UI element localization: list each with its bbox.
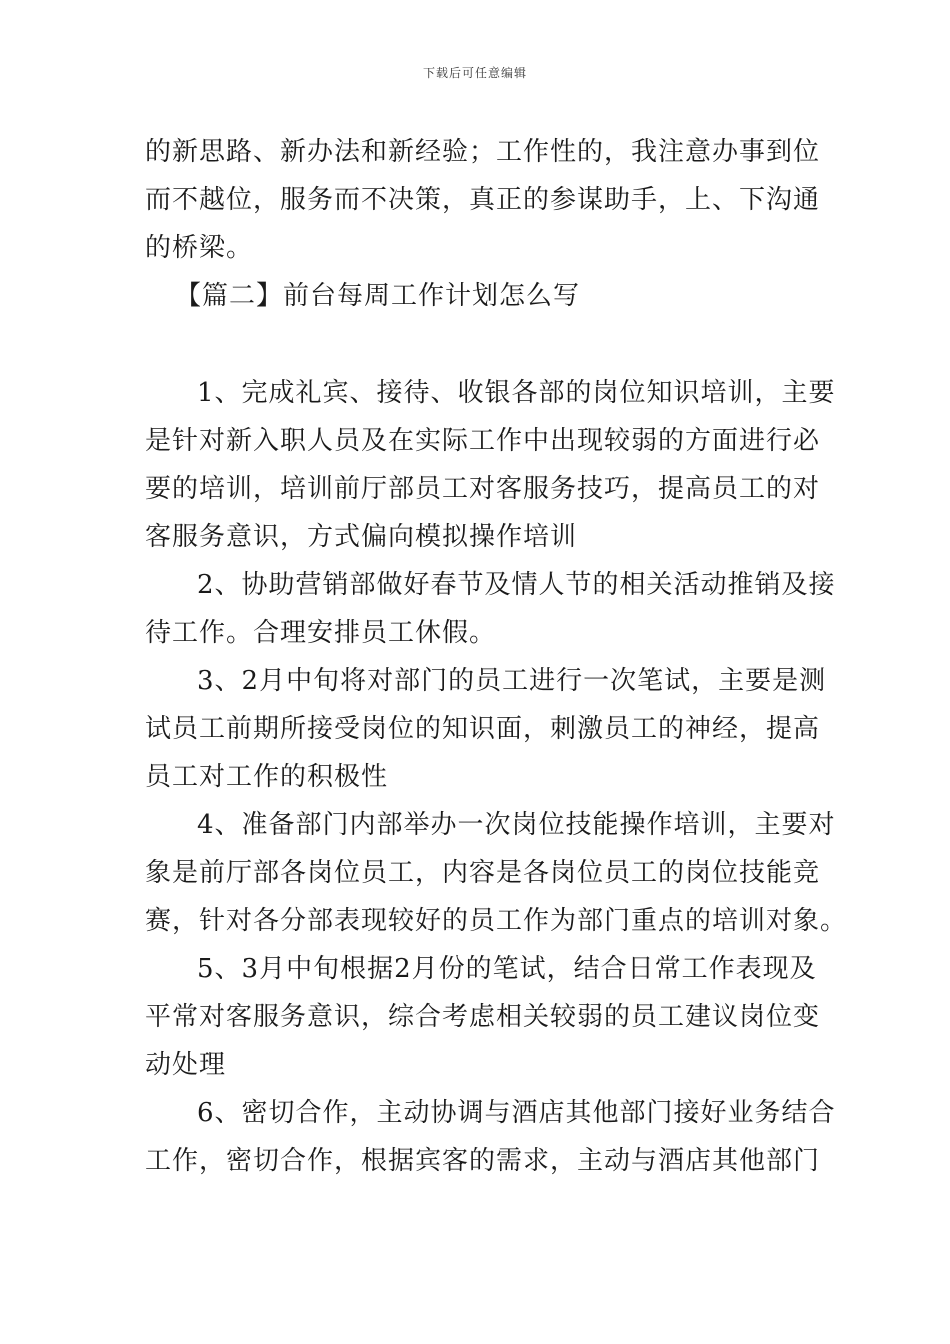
intro-line-1: 的新思路、新办法和新经验；工作性的，我注意办事到位 bbox=[145, 137, 821, 167]
item-5-line-2: 平常对客服务意识，综合考虑相关较弱的员工建议岗位变 bbox=[145, 1002, 821, 1032]
item-1-line-1: 1、完成礼宾、接待、收银各部的岗位知识培训，主要 bbox=[197, 378, 836, 408]
item-4-line-2: 象是前厅部各岗位员工，内容是各岗位员工的岗位技能竞 bbox=[145, 858, 821, 888]
item-3-line-1: 3、2月中旬将对部门的员工进行一次笔试，主要是测 bbox=[197, 666, 827, 696]
blank-spacer bbox=[145, 320, 810, 369]
item-3-line-3: 员工对工作的积极性 bbox=[145, 762, 389, 792]
item-1-line-4: 客服务意识，方式偏向模拟操作培训 bbox=[145, 522, 578, 552]
page-header-note: 下载后可任意编辑 bbox=[422, 66, 527, 80]
item-4-line-1: 4、准备部门内部举办一次岗位技能操作培训，主要对 bbox=[197, 810, 836, 840]
item-5-line-3: 动处理 bbox=[145, 1050, 227, 1080]
item-6-line-2: 工作，密切合作，根据宾客的需求，主动与酒店其他部门 bbox=[145, 1146, 821, 1176]
item-2-line-2: 待工作。合理安排员工休假。 bbox=[145, 618, 497, 648]
intro-line-3: 的桥梁。 bbox=[145, 233, 254, 263]
item-3-line-2: 试员工前期所接受岗位的知识面，刺激员工的神经，提高 bbox=[145, 714, 821, 744]
section-heading: 【篇二】前台每周工作计划怎么写 bbox=[175, 281, 581, 311]
item-2-line-1: 2、协助营销部做好春节及情人节的相关活动推销及接 bbox=[197, 570, 836, 600]
item-6-line-1: 6、密切合作，主动协调与酒店其他部门接好业务结合 bbox=[197, 1098, 836, 1128]
item-5-line-1: 5、3月中旬根据2月份的笔试，结合日常工作表现及 bbox=[197, 954, 817, 984]
item-4-line-3: 赛，针对各分部表现较好的员工作为部门重点的培训对象。 bbox=[145, 906, 848, 936]
item-1-line-2: 是针对新入职人员及在实际工作中出现较弱的方面进行必 bbox=[145, 426, 821, 456]
intro-line-2: 而不越位，服务而不决策，真正的参谋助手，上、下沟通 bbox=[145, 185, 821, 215]
document-body bbox=[145, 128, 848, 1185]
item-1-line-3: 要的培训，培训前厅部员工对客服务技巧，提高员工的对 bbox=[145, 474, 821, 504]
